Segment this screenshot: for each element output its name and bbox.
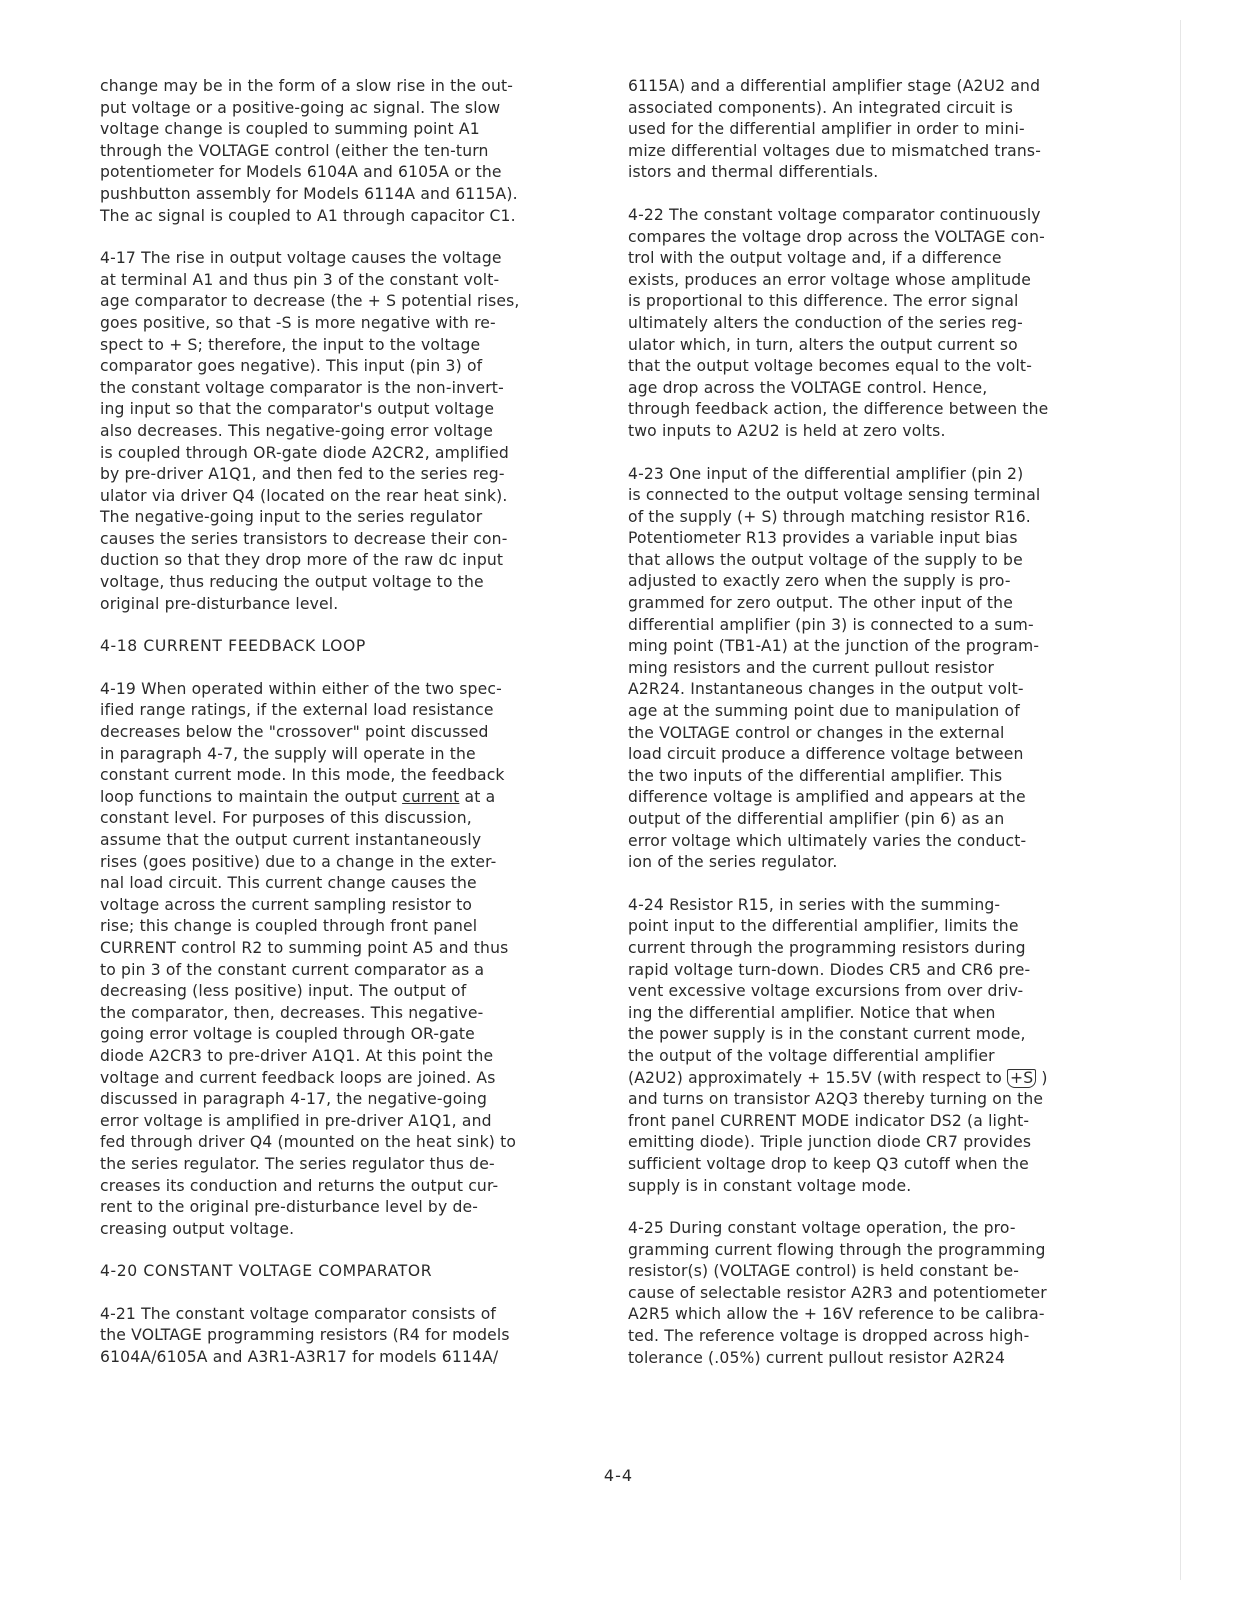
plus-s-terminal-symbol: +S xyxy=(1007,1069,1036,1088)
paragraph-4-19-part-2: at a constant level. For purposes of this discussion, assume that the output current instantaneously rises (goes positive) due to a change in the exter- nal load circuit. This current change causes the voltage across the current sampling resistor to rise; this change is coupled through front panel CURRENT control R2 to summing point A5 and thus to pin 3 of the constant current comparator as a decreasing (less positive) input. The output of the comparator, then, decreases. This negative- going error voltage is coupled through OR-gate diode A2CR3 to pre-driver A1Q1. At this point the voltage and current feedback loops are joined. As discussed in paragraph 4-17, the negative-going error voltage is amplified in pre-driver A1Q1, and fed through driver Q4 (mounted on the heat sink) to the series regulator. The series regulator thus de- creases its conduction and returns the output cur- rent to the original pre-disturbance level by de- creasing output voltage. xyxy=(100,787,517,1238)
paragraph-4-24-part-2: ) and turns on transistor A2Q3 thereby turning on the front panel CURRENT MODE indicator DS2 (a light- emitting diode). Triple junction diode CR7 provides sufficient voltage drop to keep Q3 cutoff when the supply is in constant voltage mode. xyxy=(628,1068,1048,1195)
section-heading-current-feedback-loop: 4-18 CURRENT FEEDBACK LOOP xyxy=(100,637,366,656)
paragraph-4-21-continued: 6115A) and a differential amplifier stage (A2U2 and associated components). An integrated circuit is used for the differential amplifier in order to mini- mize differential voltages due to mismatched trans- istors and thermal differentials. xyxy=(628,77,1041,182)
paragraph-4-19-part-1: 4-19 When operated within either of the two spec- ified range ratings, if the external load resistance decreases below the "crossover" point discussed in paragraph 4-7, the supply will operate in the constant current mode. In this mode, the feedback loop functions to maintain the output xyxy=(100,679,505,806)
underlined-word-current: current xyxy=(402,787,460,806)
page-number: 4-4 xyxy=(603,1466,634,1485)
paragraph-continuation: change may be in the form of a slow rise in the out- put voltage or a positive-going ac signal. The slow voltage change is coupled to summing point A1 through the VOLTAGE control (either the ten-turn potentiometer for Models 6104A and 6105A or the pushbutton assembly for Models 6114A and 6115A). The ac signal is coupled to A1 through capacitor C1. xyxy=(100,77,518,225)
paragraph-4-25: 4-25 During constant voltage operation, the pro- gramming current flowing through the programming resistor(s) (VOLTAGE control) is held constant be- cause of selectable resistor A2R3 and potentiometer A2R5 which allow the + 16V reference to be calibra- ted. The reference voltage is dropped across high- tolerance (.05%) current pullout resistor A2R24 xyxy=(628,1219,1047,1367)
right-column xyxy=(628,76,1120,1390)
paragraph-4-22: 4-22 The constant voltage comparator continuously compares the voltage drop across the VOLTAGE con- trol with the output voltage and, if a difference exists, produces an error voltage whose amplitude is proportional to this difference. The error signal ultimately alters the conduction of the series reg- ulator which, in turn, alters the output current so that the output voltage becomes equal to the volt- age drop across the VOLTAGE control. Hence, through feedback action, the difference between the two inputs to A2U2 is held at zero volts. xyxy=(628,205,1049,440)
left-column xyxy=(100,76,600,1390)
paragraph-4-19 xyxy=(100,679,600,1240)
paragraph-4-23: 4-23 One input of the differential amplifier (pin 2) is connected to the output voltage sensing terminal of the supply (+ S) through matching resistor R16. Potentiometer R13 provides a variable input bias that allows the output voltage of the supply to be adjusted to exactly zero when the supply is pro- grammed for zero output. The other input of the differential amplifier (pin 3) is connected to a sum- ming point (TB1-A1) at the junction of the program- ming resistors and the current pullout resistor A2R24. Instantaneous changes in the output volt- age at the summing point due to manipulation of the VOLTAGE control or changes in the external load circuit produce a difference voltage between the two inputs of the differential amplifier. This difference voltage is amplified and appears at the output of the differential amplifier (pin 6) as an error voltage which ultimately varies the conduct- ion of the series regulator. xyxy=(628,464,1041,872)
paragraph-4-17: 4-17 The rise in output voltage causes the voltage at terminal A1 and thus pin 3 of the constant volt- age comparator to decrease (the + S potential rises, goes positive, so that -S is more negative with re- spect to + S; therefore, the input to the voltage comparator goes negative). This input (pin 3) of the constant voltage comparator is the non-invert- ing input so that the comparator's output voltage also decreases. This negative-going error voltage is coupled through OR-gate diode A2CR2, amplified by pre-driver A1Q1, and then fed to the series reg- ulator via driver Q4 (located on the rear heat sink). The negative-going input to the series regulator causes the series transistors to decrease their con- duction so that they drop more of the raw dc input voltage, thus reducing the output voltage to the original pre-disturbance level. xyxy=(100,249,520,613)
paragraph-4-24 xyxy=(628,895,1120,1197)
scan-edge-divider xyxy=(1180,20,1181,1580)
paragraph-4-24-part-1: 4-24 Resistor R15, in series with the summing- point input to the differential amplifier, limits the current through the programming resistors during rapid voltage turn-down. Diodes CR5 and CR6 pre- vent excessive voltage excursions from over driv- ing the differential amplifier. Notice that when the power supply is in the constant current mode, the output of the voltage differential amplifier (A2U2) approximately + 15.5V (with respect to xyxy=(628,895,1031,1087)
section-heading-constant-voltage-comparator: 4-20 CONSTANT VOLTAGE COMPARATOR xyxy=(100,1262,433,1281)
paragraph-4-21: 4-21 The constant voltage comparator consists of the VOLTAGE programming resistors (R4 for models 6104A/6105A and A3R1-A3R17 for models 6114A/ xyxy=(100,1304,510,1367)
